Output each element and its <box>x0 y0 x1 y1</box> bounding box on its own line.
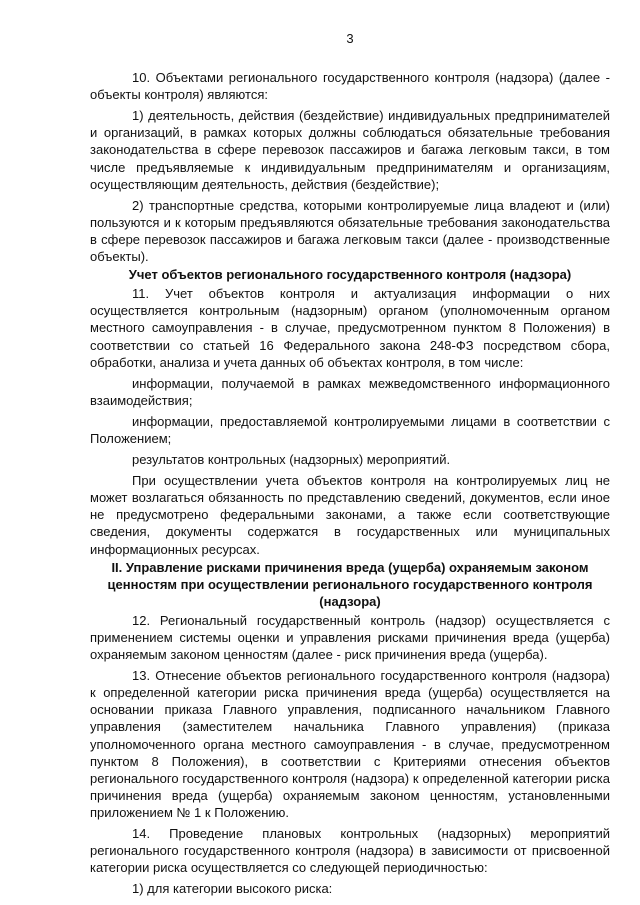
paragraph-11-note: При осуществлении учета объектов контроля на контролируемых лиц не может возлагаться обязанность по представлению сведений, документов, если иное не предусмотрено федеральными законами, а также если соответствующие сведения, документы содержатся в государственных или муниципальных информационных ресурсах. <box>90 473 610 557</box>
paragraph-14: 14. Проведение плановых контрольных (надзорных) мероприятий регионального государственного контроля (надзора) в зависимости от присвоенной категории риска осуществляется со следующей периодичностью: <box>90 826 610 876</box>
section-heading-accounting: Учет объектов регионального государственного контроля (надзора) <box>128 267 572 283</box>
paragraph-13: 13. Отнесение объектов регионального государственного контроля (надзора) к определенной категории риска причинения вреда (ущерба) осуществляется на основании приказа Главного управления, подписанного начальником Главного управления (заместителем начальника Главного управления) (приказа уполномоченного органа местного самоуправления - в случае, предусмотренном пунктом 8 Положения), в соответствии с Критериями отнесения объектов регионального государственного контроля (надзора) к определенной категории риска причинения вреда (ущерба) охраняемым законом ценностям, установленными приложением № 1 к Положению. <box>90 668 610 820</box>
paragraph-10-item-1: 1) деятельность, действия (бездействие) индивидуальных предпринимателей и организаций, в рамках которых должны соблюдаться обязательные требования законодательства в сфере перевозок пассажиров и багажа легковым такси, в том числе предъявляемые к индивидуальным предпринимателям и организациям, осуществляющим деятельность, действия (бездействие); <box>90 108 610 192</box>
paragraph-14-item-1: 1) для категории высокого риска: <box>132 881 333 897</box>
paragraph-11-item-3: результатов контрольных (надзорных) мероприятий. <box>132 452 451 468</box>
paragraph-11-item-1: информации, получаемой в рамках межведомственного информационного взаимодействия; <box>90 375 610 408</box>
page-number: 3 <box>346 31 354 46</box>
paragraph-11: 11. Учет объектов контроля и актуализация информации о них осуществляется контрольным (надзорным) органом (уполномоченным органом местного самоуправления - в случае, предусмотренном пунктом 8 Положения) в соответствии со статьей 16 Федерального закона 248-ФЗ посредством сбора, обработки, анализа и учета данных об объектах контроля, в том числе: <box>90 286 610 370</box>
paragraph-10: 10. Объектами регионального государственного контроля (надзора) (далее - объекты контроля) являются: <box>90 70 610 103</box>
paragraph-12: 12. Региональный государственный контроль (надзор) осуществляется с применением системы оценки и управления рисками причинения вреда (ущерба) охраняемым законом ценностям (далее - риск причинения вреда (ущерба). <box>90 612 610 663</box>
section-heading-risk-management: II. Управление рисками причинения вреда (ущерба) охраняемым законом ценностям при осуществлении регионального государственного контроля (надзора) <box>107 559 593 609</box>
paragraph-11-item-2: информации, предоставляемой контролируемыми лицами в соответствии с Положением; <box>90 413 610 446</box>
paragraph-10-item-2: 2) транспортные средства, которыми контролируемые лица владеют и (или) пользуются и к которым предъявляются обязательные требования законодательства в сфере перевозок пассажиров и багажа легковым такси (далее - производственные объекты). <box>90 197 610 265</box>
document-body <box>90 69 610 897</box>
